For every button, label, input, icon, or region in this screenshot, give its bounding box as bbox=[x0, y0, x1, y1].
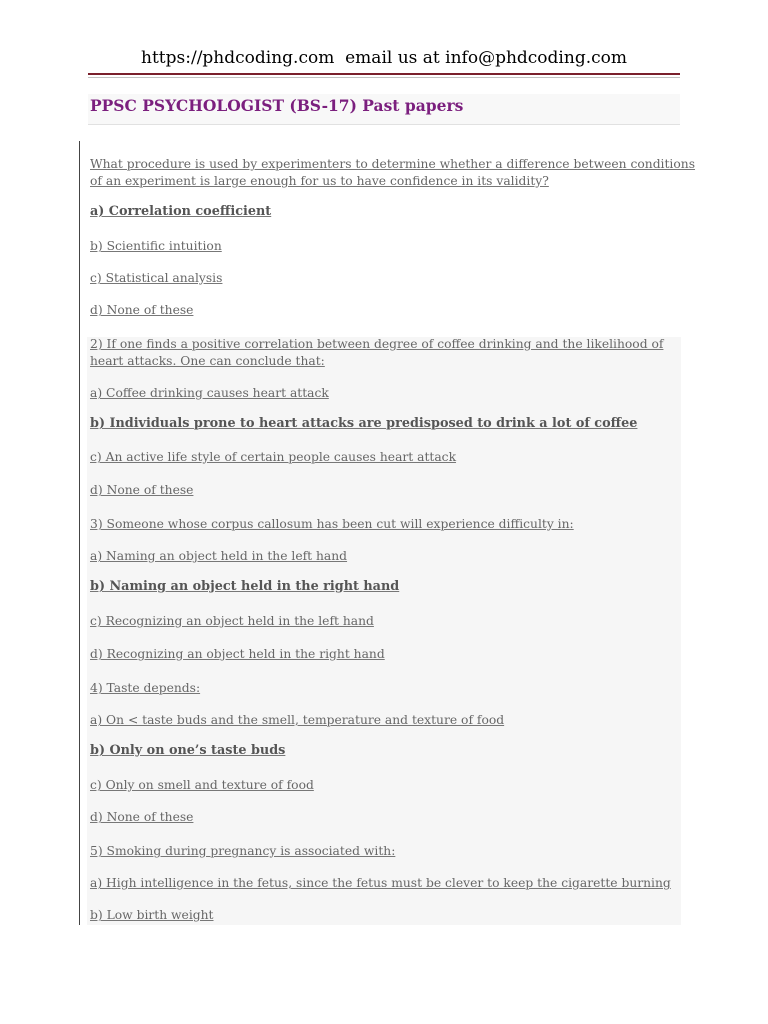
question-line[interactable]: b) Only on one’s taste buds bbox=[90, 743, 286, 758]
site-header: https://phdcoding.com email us at info@phdcoding.com bbox=[141, 48, 627, 68]
question-line[interactable]: b) Naming an object held in the right hand bbox=[90, 579, 400, 594]
question-line[interactable]: 2) If one finds a positive correlation between degree of coffee drinking and the likelihood of bbox=[90, 337, 664, 351]
question-line[interactable]: c) An active life style of certain people causes heart attack bbox=[90, 450, 457, 464]
question-line[interactable]: heart attacks. One can conclude that: bbox=[90, 354, 325, 368]
question-line[interactable]: of an experiment is large enough for us to have confidence in its validity? bbox=[90, 174, 549, 188]
question-line[interactable]: d) None of these bbox=[90, 303, 194, 317]
header-divider-thin bbox=[88, 77, 680, 78]
question-line[interactable]: d) None of these bbox=[90, 810, 194, 824]
header-divider bbox=[88, 73, 680, 75]
question-line[interactable]: a) Coffee drinking causes heart attack bbox=[90, 386, 329, 400]
question-line[interactable]: What procedure is used by experimenters to determine whether a difference between conditions bbox=[90, 157, 696, 171]
question-line[interactable]: a) Correlation coefficient bbox=[90, 204, 272, 219]
question-line[interactable]: a) Naming an object held in the left hand bbox=[90, 549, 348, 563]
question-line[interactable]: b) Scientific intuition bbox=[90, 239, 222, 253]
question-line[interactable]: d) None of these bbox=[90, 483, 194, 497]
question-line[interactable]: a) High intelligence in the fetus, since the fetus must be clever to keep the cigarette burning bbox=[90, 876, 671, 890]
question-line[interactable]: c) Only on smell and texture of food bbox=[90, 778, 314, 792]
content-left-border bbox=[79, 141, 80, 925]
question-line[interactable]: b) Individuals prone to heart attacks are predisposed to drink a lot of coffee bbox=[90, 416, 638, 431]
question-line[interactable]: c) Recognizing an object held in the left hand bbox=[90, 614, 374, 628]
question-line[interactable]: d) Recognizing an object held in the right hand bbox=[90, 647, 385, 661]
question-line[interactable]: a) On < taste buds and the smell, temperature and texture of food bbox=[90, 713, 505, 727]
page-title: PPSC PSYCHOLOGIST (BS-17) Past papers bbox=[90, 96, 464, 115]
question-line[interactable]: c) Statistical analysis bbox=[90, 271, 223, 285]
question-line[interactable]: 4) Taste depends: bbox=[90, 681, 201, 695]
question-line[interactable]: 5) Smoking during pregnancy is associated with: bbox=[90, 844, 396, 858]
question-line[interactable]: b) Low birth weight bbox=[90, 908, 214, 922]
question-line[interactable]: 3) Someone whose corpus callosum has been cut will experience difficulty in: bbox=[90, 517, 574, 531]
